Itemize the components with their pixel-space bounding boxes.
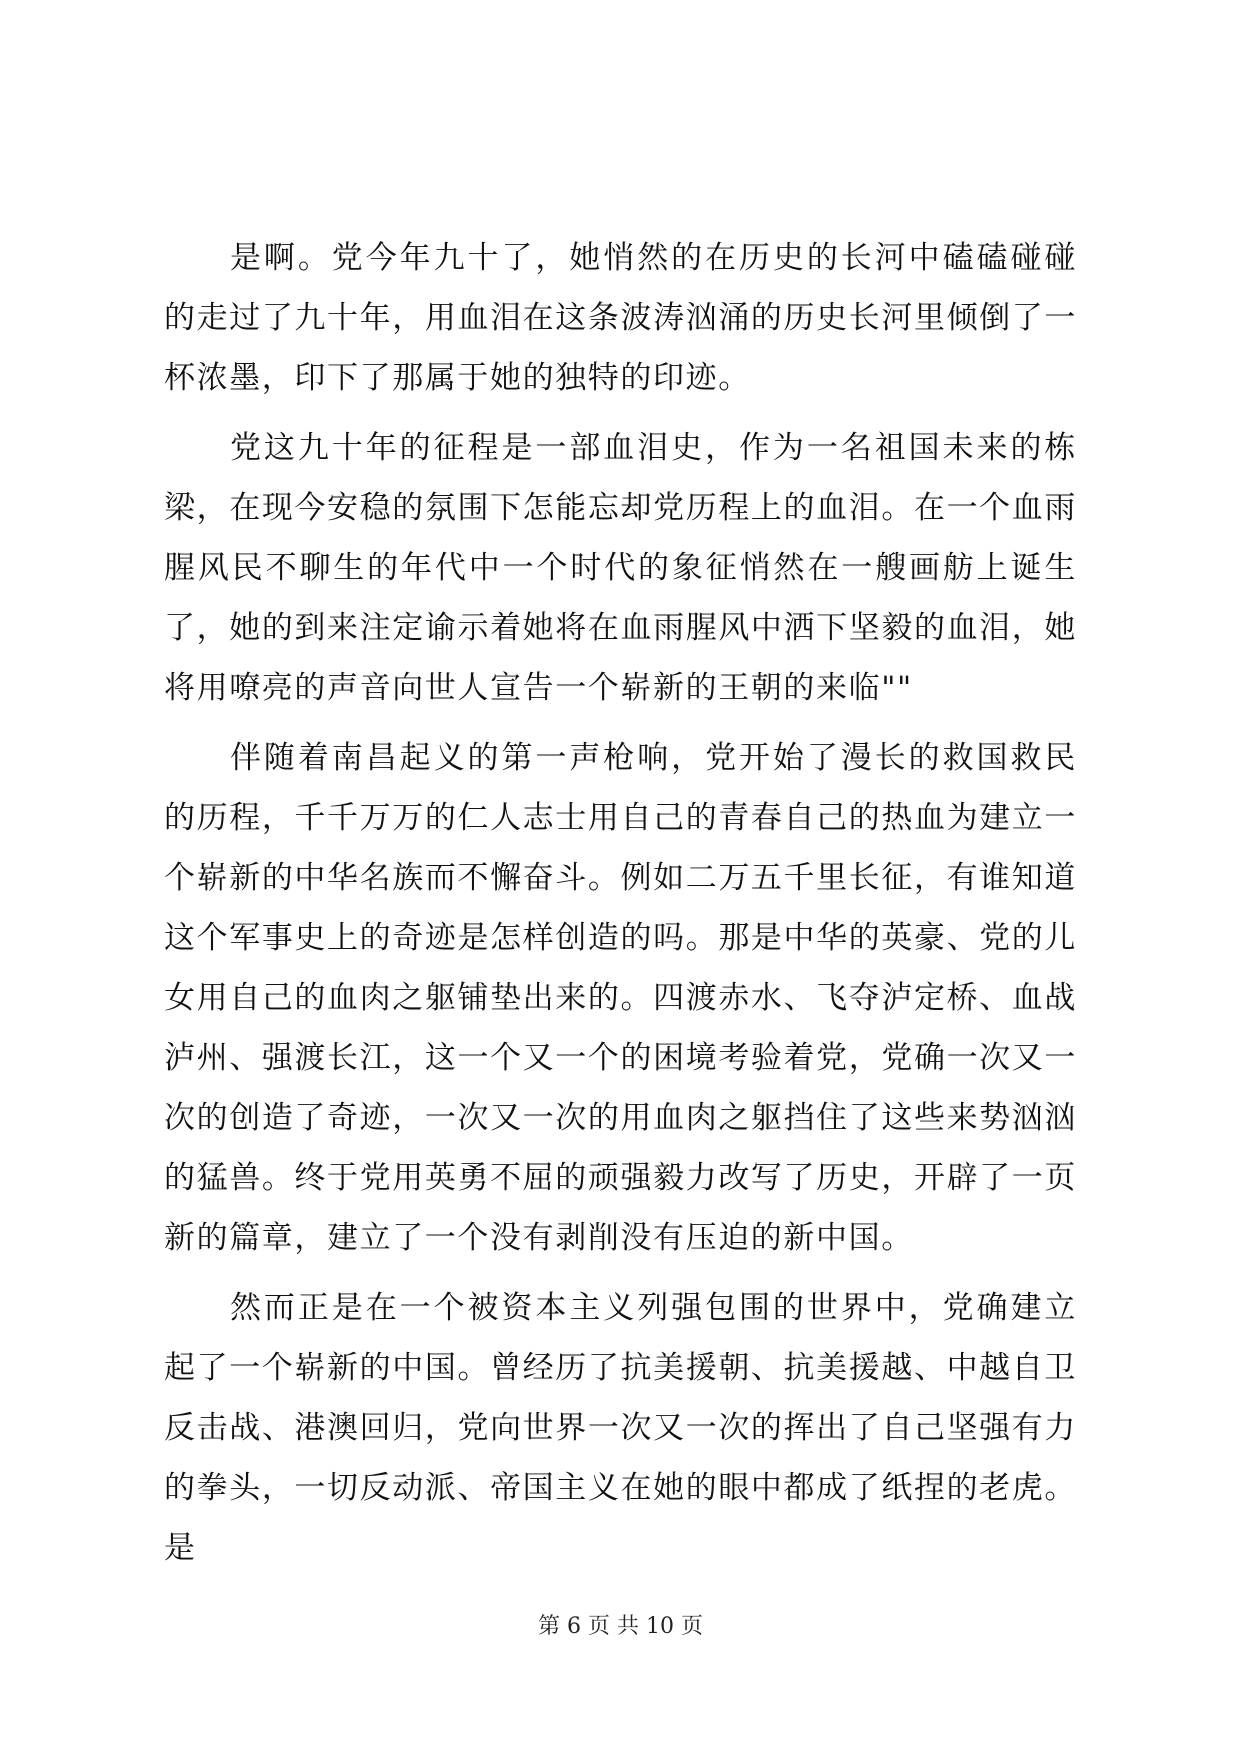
page-number-footer: 第 6 页 共 10 页 — [538, 1614, 703, 1639]
paragraph-3: 伴随着南昌起义的第一声枪响，党开始了漫长的救国救民的历程，千千万万的仁人志士用自己的青春自己的热血为建立一个崭新的中华名族而不懈奋斗。例如二万五千里长征，有谁知道这个军事史上的奇迹是怎样创造的吗。那是中华的英豪、党的儿女用自己的血肉之躯铺垫出来的。四渡赤水、飞夺泸定桥、血战泸州、强渡长江，这一个又一个的困境考验着党，党确一次又一次的创造了奇迹，一次又一次的用血肉之躯挡住了这些来势汹汹的猛兽。终于党用英勇不屈的顽强毅力改写了历史，开辟了一页新的篇章，建立了一个没有剥削没有压迫的新中国。 — [164, 740, 1077, 1256]
paragraph-1: 是啊。党今年九十了，她悄然的在历史的长河中磕磕碰碰的走过了九十年，用血泪在这条波涛汹涌的历史长河里倾倒了一杯浓墨，印下了那属于她的独特的印迹。 — [164, 240, 1077, 396]
paragraph-4: 然而正是在一个被资本主义列强包围的世界中，党确建立起了一个崭新的中国。曾经历了抗美援朝、抗美援越、中越自卫反击战、港澳回归，党向世界一次又一次的挥出了自己坚强有力的拳头，一切反动派、帝国主义在她的眼中都成了纸捏的老虎。是 — [164, 1290, 1077, 1566]
paragraph-2: 党这九十年的征程是一部血泪史，作为一名祖国未来的栋梁，在现今安稳的氛围下怎能忘却党历程上的血泪。在一个血雨腥风民不聊生的年代中一个时代的象征悄然在一艘画舫上诞生了，她的到来注定谕示着她将在血雨腥风中洒下坚毅的血泪，她将用嘹亮的声音向世人宣告一个崭新的王朝的来临"" — [164, 430, 1077, 706]
document-body — [164, 228, 1077, 1588]
